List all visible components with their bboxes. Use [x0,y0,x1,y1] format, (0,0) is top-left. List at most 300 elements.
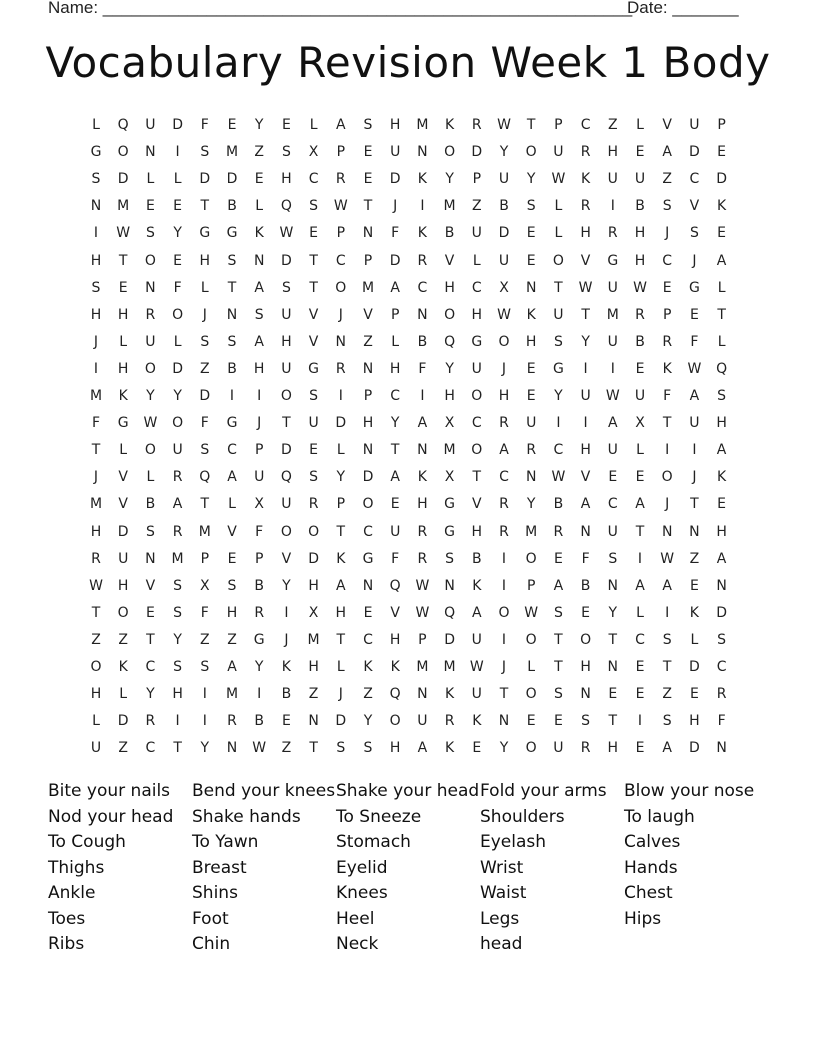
grid-letter: W [469,659,484,675]
word-list-item: Blow your nose [624,781,755,801]
grid-letter: U [526,415,537,432]
grid-letter: G [444,496,456,513]
grid-letter: W [279,225,294,242]
grid-letter: E [717,496,727,513]
word-list-item: Fold your arms [480,781,607,801]
grid-letter: W [660,550,675,567]
grid-letter: R [254,604,265,621]
grid-letter: E [390,496,400,513]
word-list-item: Eyelid [336,857,388,878]
grid-letter: C [716,659,727,675]
grid-letter: E [363,171,373,188]
grid-letter: R [662,333,673,350]
grid-letter: I [665,442,670,459]
grid-letter: T [91,442,101,459]
grid-letter: P [363,388,373,404]
grid-letter: X [308,144,319,161]
grid-letter: E [281,117,291,133]
grid-letter: Q [444,604,456,621]
grid-letter: V [662,117,672,133]
grid-letter: C [390,388,401,404]
grid-letter: O [525,144,537,161]
grid-letter: I [338,388,343,404]
grid-letter: E [717,144,727,161]
grid-letter: R [580,740,591,757]
grid-letter: N [417,442,428,459]
grid-letter: E [689,686,699,703]
grid-letter: Z [91,631,101,648]
grid-letter: U [607,523,618,540]
grid-letter: A [499,442,509,459]
grid-letter: N [362,360,374,377]
grid-letter: I [420,388,425,404]
grid-letter: P [418,631,427,648]
grid-letter: C [308,171,319,188]
grid-letter: N [226,306,238,323]
grid-letter: S [526,198,536,215]
grid-letter: I [257,388,262,404]
grid-letter: Z [281,740,292,757]
grid-letter: E [689,306,699,323]
grid-letter: U [689,415,700,432]
grid-letter: P [390,306,400,323]
grid-letter: G [362,550,374,567]
grid-letter: T [690,496,699,513]
grid-letter: T [472,469,482,486]
grid-letter: I [610,198,615,215]
grid-letter: L [391,333,400,350]
grid-letter: I [175,144,180,161]
grid-letter: L [173,333,182,350]
grid-letter: O [362,496,374,513]
grid-letter: W [633,279,647,296]
grid-letter: D [716,171,727,188]
grid-letter: U [145,333,156,350]
grid-letter: P [662,306,672,323]
grid-letter: E [635,360,645,377]
grid-letter: E [635,740,645,757]
grid-letter: T [146,631,155,648]
grid-letter: Q [444,333,456,350]
grid-letter: D [689,144,700,161]
grid-letter: J [93,333,99,350]
grid-letter: V [580,252,591,269]
grid-letter: E [635,144,645,161]
grid-letter: R [499,496,509,513]
grid-letter: O [471,388,483,404]
grid-letter: T [581,306,590,323]
grid-letter: T [554,631,563,648]
grid-letter: I [692,442,697,459]
grid-letter: N [253,252,265,269]
date-field-label: Date: _______ [627,0,739,17]
grid-letter: R [335,171,346,188]
grid-letter: O [498,604,510,621]
grid-letter: E [309,225,319,242]
grid-letter: E [635,469,645,486]
word-list-item: Bend your knees [192,781,336,801]
grid-letter: Y [282,577,291,594]
grid-letter: Y [499,144,509,161]
grid-letter: F [391,550,400,567]
grid-letter: U [118,550,129,567]
grid-letter: S [281,144,291,161]
grid-letter: D [689,659,700,675]
grid-letter: Y [254,659,264,675]
grid-letter: D [444,631,455,648]
grid-letter: N [362,577,374,594]
grid-letter: H [226,604,238,621]
grid-letter: E [173,252,183,269]
grid-letter: L [554,225,563,242]
grid-letter: A [580,496,591,513]
grid-letter: D [362,469,374,486]
grid-letter: S [91,171,101,188]
grid-letter: H [689,713,700,730]
grid-letter: S [145,225,155,242]
grid-letter: H [199,252,211,269]
grid-letter: B [145,496,156,513]
grid-letter: V [363,306,373,323]
grid-letter: K [445,117,455,133]
grid-letter: H [281,333,292,350]
grid-letter: P [472,171,482,188]
grid-letter: D [471,144,483,161]
word-list-item: Shake hands [192,806,301,827]
word-list-item: Eyelash [480,832,547,852]
grid-letter: X [200,577,210,594]
grid-letter: R [417,550,428,567]
grid-letter: U [607,171,618,188]
grid-letter: F [418,360,427,377]
grid-letter: W [524,604,539,621]
grid-letter: S [200,144,210,161]
grid-letter: F [200,604,209,621]
grid-letter: E [526,388,536,404]
grid-letter: D [335,415,347,432]
grid-letter: H [389,631,401,648]
grid-letter: V [227,523,237,540]
grid-letter: I [284,604,289,621]
word-list-item: Nod your head [48,806,174,827]
grid-letter: S [200,333,210,350]
grid-letter: G [552,360,564,377]
grid-letter: A [172,496,183,513]
grid-letter: G [688,279,700,296]
grid-letter: O [471,442,483,459]
grid-letter: U [390,144,401,161]
grid-letter: N [716,577,727,594]
grid-letter: D [689,740,700,757]
grid-letter: E [608,469,618,486]
grid-letter: O [580,631,592,648]
grid-letter: T [336,523,346,540]
grid-letter: J [202,306,207,323]
word-list-item: Shake your head [336,781,480,801]
grid-letter: A [227,469,237,486]
grid-letter: G [253,631,265,648]
grid-letter: V [145,577,156,594]
grid-letter: U [607,442,618,459]
grid-letter: J [692,252,697,269]
grid-letter: K [336,550,346,567]
grid-letter: S [662,713,672,730]
grid-letter: U [689,117,700,133]
grid-letter: W [116,225,131,242]
grid-letter: T [200,198,210,215]
grid-letter: E [526,252,536,269]
grid-letter: O [172,306,184,323]
grid-letter: Z [363,333,373,350]
grid-letter: Z [200,631,210,648]
word-list-item: Breast [192,857,247,878]
grid-letter: R [553,523,564,540]
grid-letter: Y [445,360,454,377]
grid-letter: O [172,415,184,432]
grid-letter: L [146,469,155,486]
grid-letter: E [472,740,482,757]
grid-letter: S [581,713,591,730]
grid-letter: L [690,631,699,648]
grid-letter: X [254,496,264,513]
grid-letter: W [89,577,103,594]
grid-letter: Z [662,686,672,703]
grid-letter: J [338,686,343,703]
grid-letter: W [415,604,430,621]
grid-letter: R [499,523,509,540]
grid-letter: X [308,604,319,621]
grid-letter: U [90,740,102,757]
grid-letter: K [417,469,427,486]
grid-letter: W [333,198,348,215]
grid-letter: O [144,360,156,377]
word-list-item: To laugh [624,806,695,827]
grid-letter: M [198,523,211,540]
grid-letter: A [716,550,727,567]
grid-letter: T [499,686,509,703]
grid-letter: Y [526,496,536,513]
grid-letter: E [227,550,237,567]
word-list-item: Toes [48,908,86,929]
grid-letter: R [417,523,428,540]
grid-letter: Y [445,171,454,188]
grid-letter: Q [389,577,401,594]
grid-letter: H [580,442,591,459]
grid-letter: J [393,198,398,215]
grid-letter: H [498,388,510,404]
grid-letter: S [553,333,563,350]
grid-letter: R [526,442,537,459]
grid-letter: L [717,279,726,296]
grid-letter: Y [146,686,155,703]
grid-letter: P [363,252,373,269]
word-list-item: Chest [624,883,673,903]
grid-letter: U [172,442,183,459]
grid-letter: U [580,388,591,404]
grid-letter: T [91,604,101,621]
grid-letter: J [284,631,289,648]
grid-letter: D [226,171,238,188]
grid-letter: F [255,523,264,540]
grid-letter: U [471,686,482,703]
grid-letter: N [607,577,619,594]
grid-letter: D [389,171,401,188]
grid-letter: A [227,659,237,675]
grid-letter: H [580,225,591,242]
grid-letter: S [200,442,210,459]
grid-letter: Y [526,171,536,188]
grid-letter: S [227,252,237,269]
grid-letter: Z [254,144,264,161]
grid-letter: H [90,306,102,323]
grid-letter: Z [662,171,672,188]
grid-letter: A [553,577,564,594]
grid-letter: Z [608,117,618,133]
grid-letter: A [608,415,618,432]
grid-letter: O [280,388,292,404]
grid-letter: E [526,225,536,242]
word-list-item: Waist [480,883,527,903]
grid-letter: D [281,252,292,269]
grid-letter: S [309,388,319,404]
grid-letter: S [173,659,183,675]
grid-letter: M [416,117,429,133]
grid-letter: K [254,225,264,242]
grid-letter: C [553,442,564,459]
word-list-item: Legs [480,908,520,929]
grid-letter: S [309,198,319,215]
grid-letter: L [717,333,726,350]
grid-letter: U [553,144,564,161]
grid-letter: I [202,686,207,703]
grid-letter: R [145,713,156,730]
grid-letter: G [226,415,238,432]
grid-letter: T [309,252,318,269]
grid-letter: R [580,144,591,161]
grid-letter: U [471,225,482,242]
grid-letter: H [607,144,619,161]
grid-letter: Q [280,469,292,486]
grid-letter: U [553,740,564,757]
grid-letter: Y [146,388,155,404]
grid-letter: N [335,333,347,350]
page-title: Vocabulary Revision Week 1 Body [45,38,771,87]
grid-letter: S [91,279,101,296]
grid-letter: W [551,469,566,486]
grid-letter: D [117,713,129,730]
grid-letter: L [309,117,318,133]
grid-letter: H [716,415,727,432]
grid-letter: R [471,117,482,133]
grid-letter: E [662,279,672,296]
grid-letter: X [444,415,455,432]
grid-letter: V [118,496,128,513]
grid-letter: W [687,360,702,377]
grid-letter: L [200,279,209,296]
grid-letter: A [716,442,727,459]
grid-letter: A [390,469,400,486]
grid-letter: G [444,523,456,540]
grid-letter: B [254,713,264,730]
grid-letter: O [444,144,456,161]
grid-letter: O [144,442,156,459]
grid-letter: T [526,117,536,133]
grid-letter: I [501,631,507,648]
grid-letter: D [172,117,183,133]
grid-letter: I [501,550,507,567]
grid-letter: W [578,279,593,296]
grid-letter: I [93,225,99,242]
grid-letter: S [689,225,699,242]
grid-letter: N [308,713,319,730]
grid-letter: H [117,577,129,594]
grid-letter: T [173,740,182,757]
grid-letter: F [663,388,672,404]
word-list-item: Stomach [336,832,411,852]
grid-letter: H [362,415,374,432]
grid-letter: G [90,144,102,161]
grid-letter: D [199,171,211,188]
grid-letter: N [444,577,455,594]
grid-letter: D [498,225,510,242]
grid-letter: G [226,225,238,242]
grid-letter: A [662,144,672,161]
grid-letter: T [200,496,210,513]
grid-letter: U [607,279,618,296]
grid-letter: W [143,415,158,432]
grid-letter: Z [308,686,319,703]
grid-letter: B [635,198,645,215]
grid-letter: A [336,117,346,133]
grid-letter: T [282,415,291,432]
grid-letter: S [717,388,727,404]
grid-letter: U [553,306,564,323]
grid-letter: Y [254,117,264,133]
word-list-item: Shins [192,883,238,903]
grid-letter: K [118,659,128,675]
grid-letter: X [635,415,645,432]
grid-letter: I [665,604,670,621]
grid-letter: T [662,659,672,675]
grid-letter: L [636,117,644,133]
grid-letter: L [554,198,563,215]
grid-letter: M [307,631,320,648]
grid-letter: E [717,225,727,242]
grid-letter: E [635,686,645,703]
grid-letter: E [526,360,536,377]
grid-letter: H [117,306,129,323]
grid-letter: L [119,333,128,350]
grid-letter: Y [390,415,400,432]
grid-letter: I [610,360,615,377]
grid-letter: H [607,740,619,757]
grid-letter: Y [173,388,182,404]
grid-letter: C [499,469,509,486]
grid-letter: D [389,252,401,269]
grid-letter: B [580,577,591,594]
grid-letter: Z [472,198,482,215]
grid-letter: M [117,198,130,215]
grid-letter: C [607,496,618,513]
grid-letter: J [501,659,507,675]
grid-letter: A [390,279,400,296]
grid-letter: P [336,496,346,513]
grid-letter: B [471,550,482,567]
grid-letter: K [445,686,455,703]
grid-letter: S [336,740,346,757]
grid-letter: G [308,360,320,377]
word-list-item: Hips [624,908,662,929]
